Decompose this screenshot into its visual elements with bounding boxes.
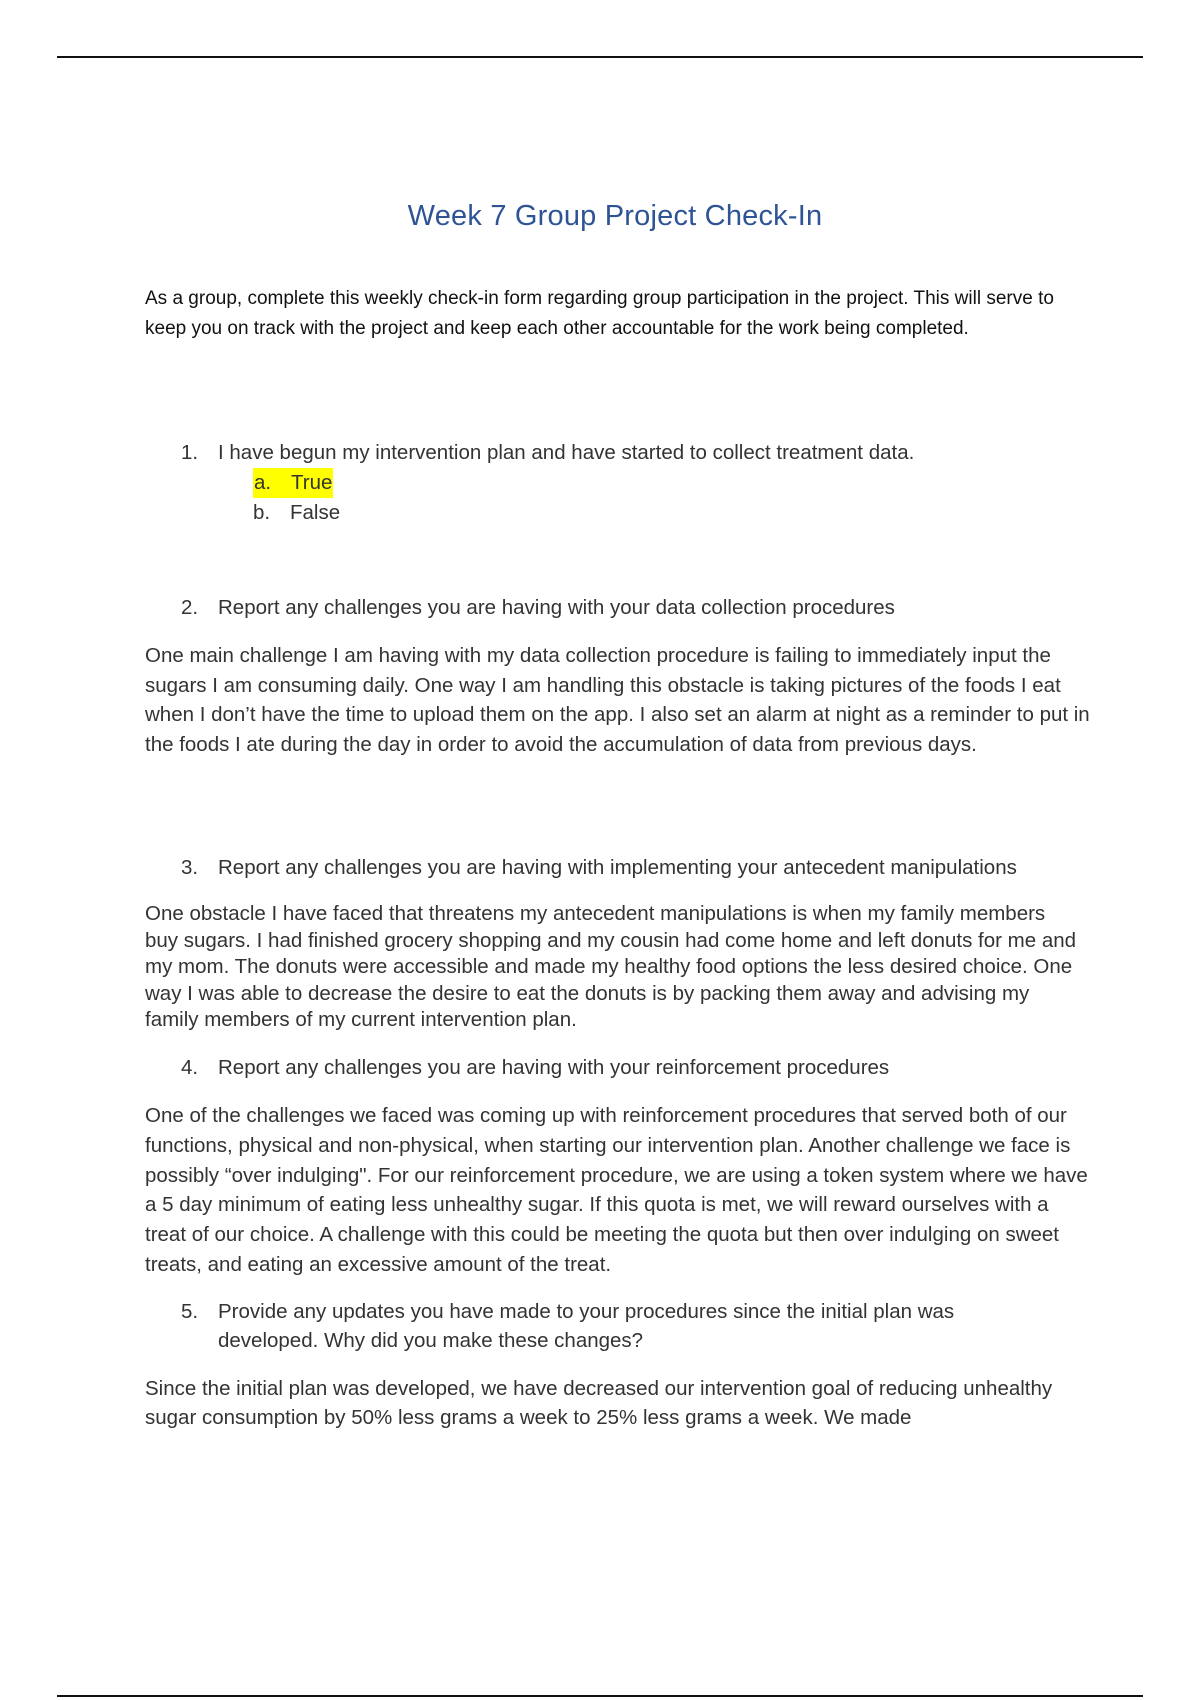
footer-rule xyxy=(57,1695,1143,1697)
question-text: Report any challenges you are having with implementing your antecedent manipulations xyxy=(218,856,1017,879)
question-5 xyxy=(181,1297,1081,1355)
option-label: False xyxy=(290,501,341,524)
question-number: 1. xyxy=(181,441,199,464)
question-text: Report any challenges you are having with your reinforcement procedures xyxy=(218,1056,890,1079)
option-letter: a. xyxy=(254,471,272,494)
intro-paragraph: As a group, complete this weekly check-in form regarding group participation in the project. This will serve to keep you on track with the project and keep each other accountable for the work being completed. xyxy=(145,288,1054,339)
question-number: 5. xyxy=(181,1300,199,1323)
question-2 xyxy=(181,593,1081,622)
question-1 xyxy=(181,438,1081,467)
question-1-options xyxy=(253,468,340,528)
answer-2: One main challenge I am having with my data collection procedure is failing to immediately input the sugars I am consuming daily. One way I am handling this obstacle is taking pictures of the foods I eat when I don’t have the time to upload them on the app. I also set an alarm at night as a reminder to put in the foods I ate during the day in order to avoid the accumulation of data from previous days. xyxy=(145,644,1090,756)
question-3 xyxy=(181,853,1081,882)
answer-4: One of the challenges we faced was coming up with reinforcement procedures that served both of our functions, physical and non-physical, when starting our intervention plan. Another challenge we face is possibly “over indulging". For our reinforcement procedure, we are using a token system where we have a 5 day minimum of eating less unhealthy sugar. If this quota is met, we will reward ourselves with a treat of our choice. A challenge with this could be meeting the quota but then over indulging on sweet treats, and eating an excessive amount of the treat. xyxy=(145,1104,1088,1276)
option-letter: b. xyxy=(253,501,271,524)
option-true[interactable] xyxy=(253,468,333,498)
question-4 xyxy=(181,1053,1081,1082)
question-number: 2. xyxy=(181,596,199,619)
question-number: 4. xyxy=(181,1056,199,1079)
option-label: True xyxy=(291,471,333,494)
header-rule xyxy=(57,56,1143,58)
question-text: I have begun my intervention plan and have started to collect treatment data. xyxy=(218,441,915,464)
question-number: 3. xyxy=(181,856,199,879)
answer-5: Since the initial plan was developed, we have decreased our intervention goal of reducing unhealthy sugar consumption by 50% less grams a week to 25% less grams a week. We made xyxy=(145,1377,1053,1429)
option-false[interactable] xyxy=(253,498,340,528)
question-text: Provide any updates you have made to your procedures since the initial plan was developed. Why did you make these changes? xyxy=(218,1300,955,1352)
answer-3: One obstacle I have faced that threatens my antecedent manipulations is when my family members buy sugars. I had finished grocery shopping and my cousin had come home and left donuts for me and my mom. The donuts were accessible and made my healthy food options the less desired choice. One way I was able to decrease the desire to eat the donuts is by packing them away and advising my family members of my current intervention plan. xyxy=(145,902,1077,1031)
page-title: Week 7 Group Project Check-In xyxy=(407,200,823,232)
question-text: Report any challenges you are having with your data collection procedures xyxy=(218,596,895,619)
